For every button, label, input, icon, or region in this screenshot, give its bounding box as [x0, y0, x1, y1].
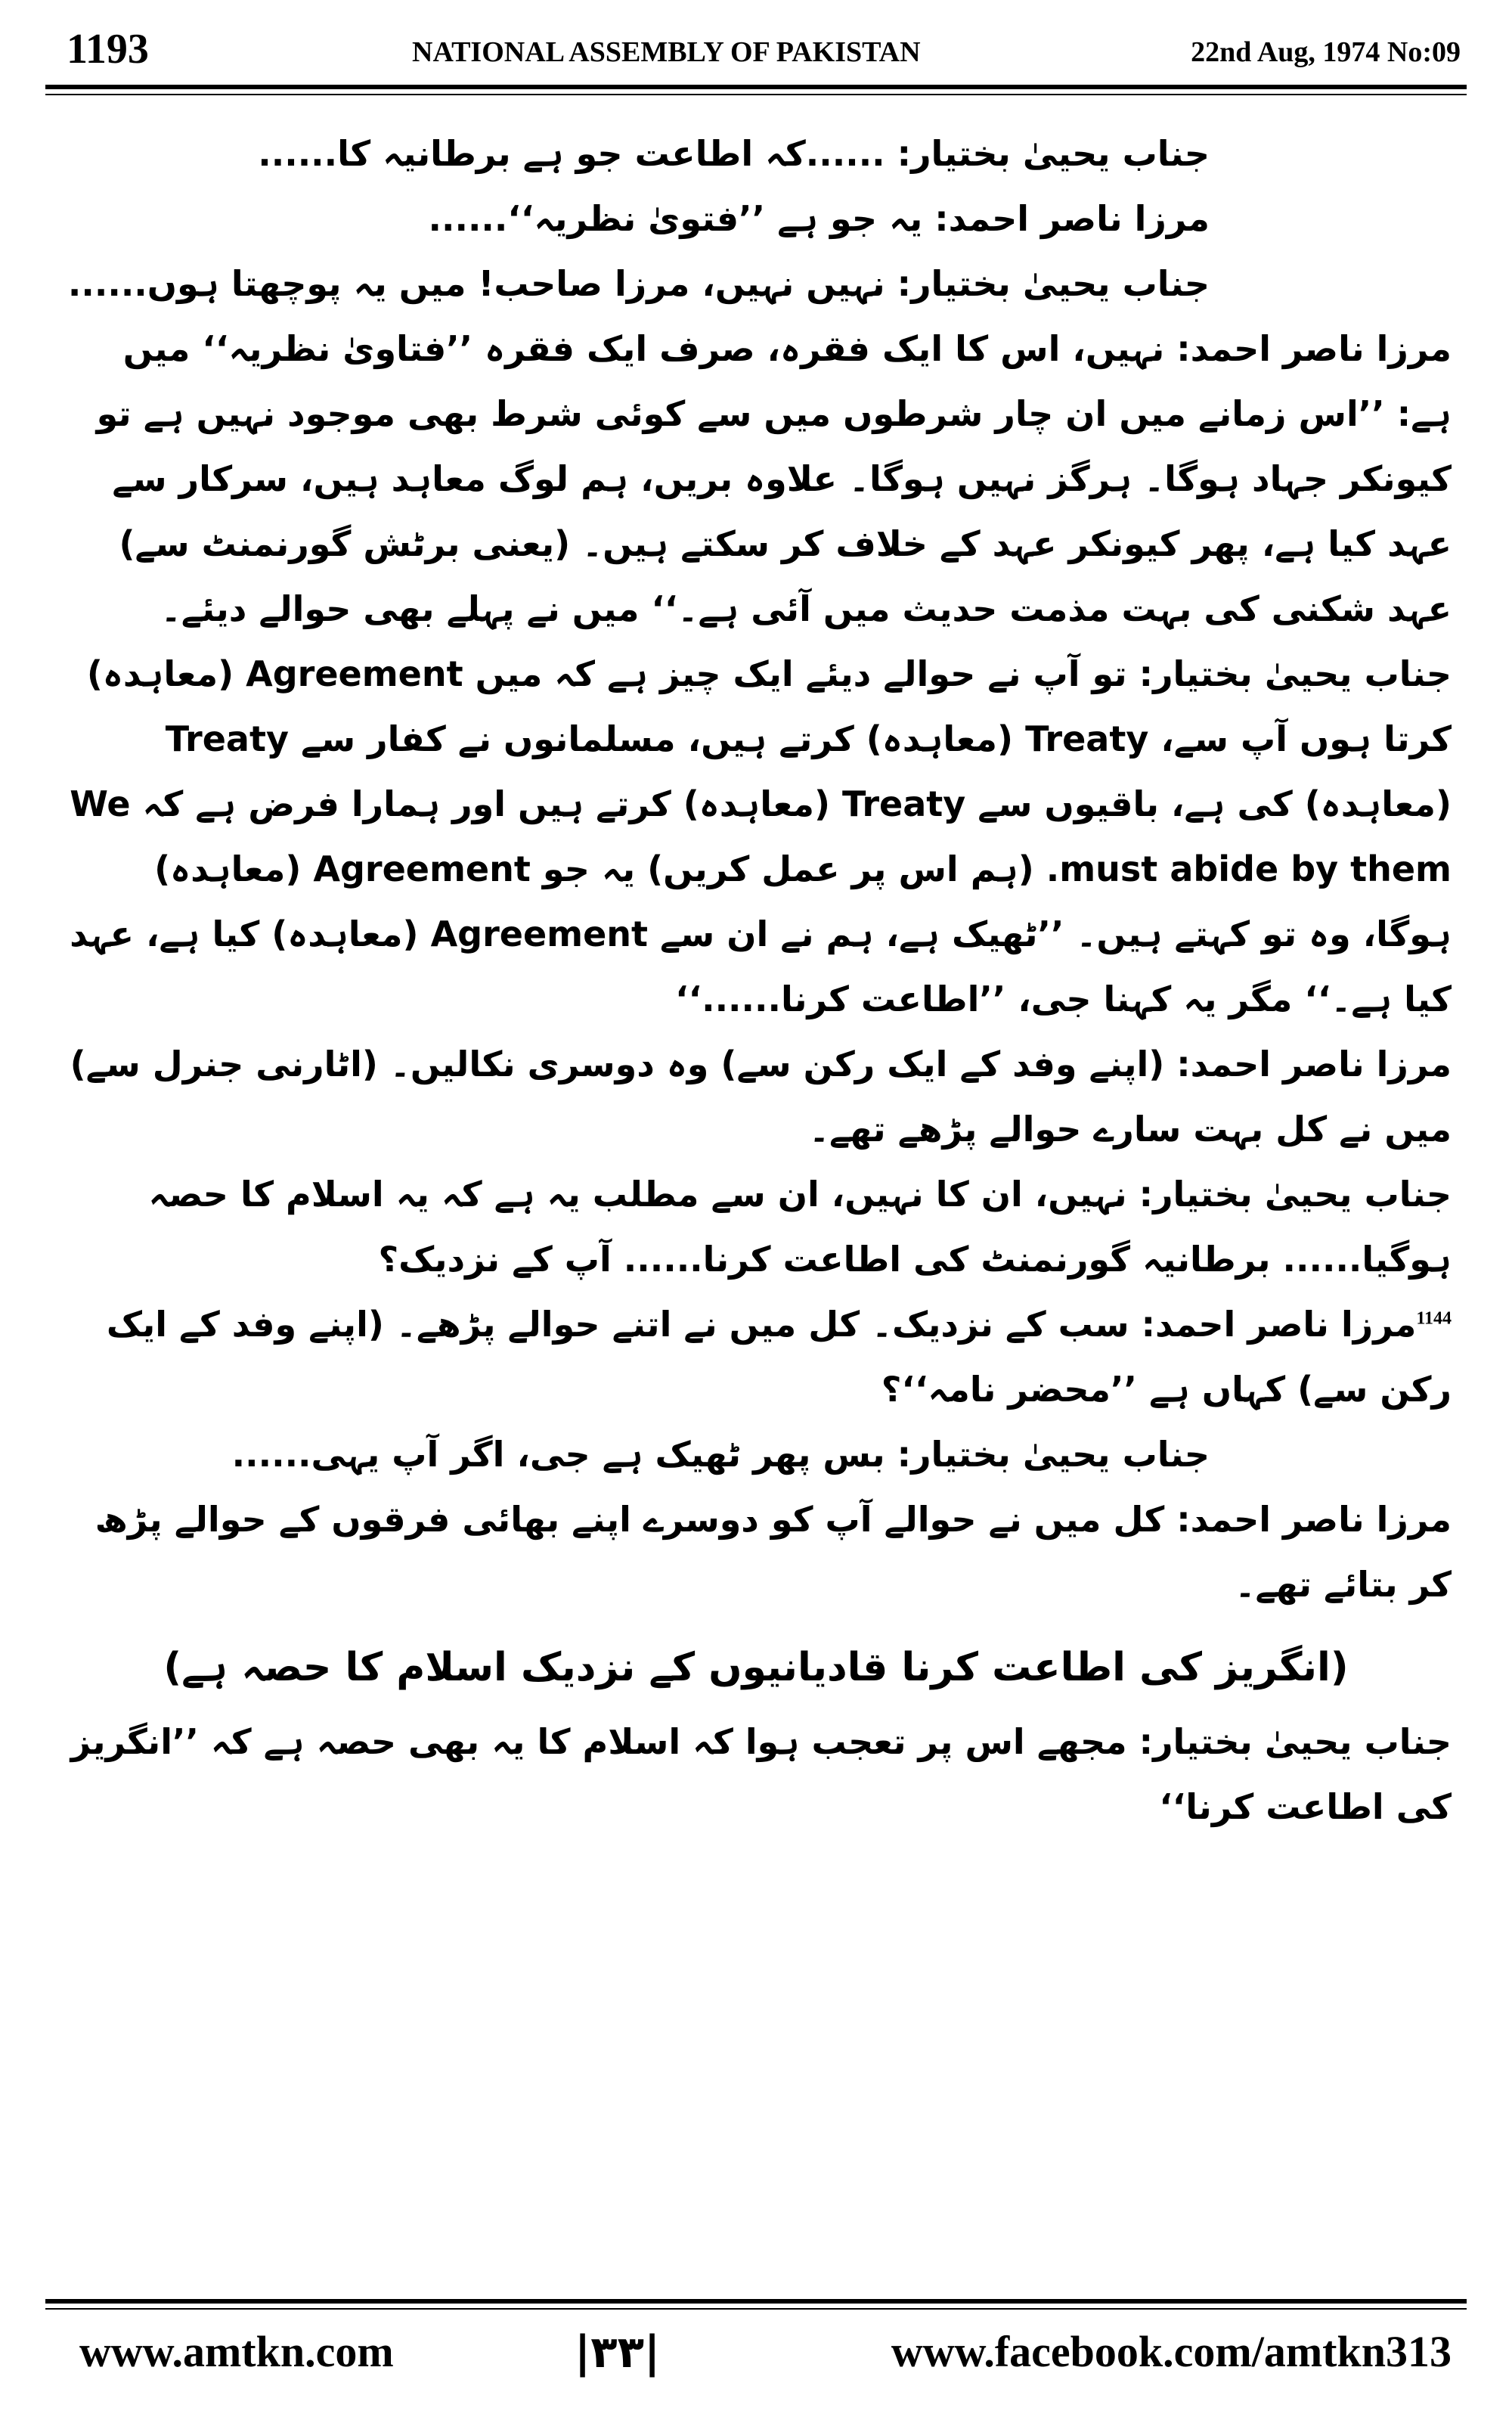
book-page-number: |٣٣|	[575, 2326, 661, 2378]
page-number: 1193	[67, 26, 149, 73]
paragraph-text: بس پھر ٹھیک ہے جی، اگر آپ یہی......	[231, 1434, 897, 1475]
header-rule	[45, 85, 1467, 89]
speaker-label: جناب یحییٰ بختیار:	[897, 133, 1210, 174]
paragraph-text: مجھے اس پر تعجب ہوا کہ اسلام کا یہ بھی حصہ ہے کہ ’’انگریز کی اطاعت کرنا‘‘	[70, 1721, 1452, 1827]
paragraph	[60, 1292, 1452, 1422]
paragraph	[60, 1709, 1452, 1839]
header-title: NATIONAL ASSEMBLY OF PAKISTAN	[412, 36, 921, 68]
paragraph	[60, 251, 1452, 316]
footer-rule	[45, 2299, 1467, 2304]
speaker-label: جناب یحییٰ بختیار:	[897, 263, 1210, 304]
page-header	[45, 23, 1467, 83]
speaker-label: جناب یحییٰ بختیار:	[1139, 1174, 1452, 1215]
paragraph	[60, 641, 1452, 1032]
header-date: 22nd Aug, 1974 No:09	[1191, 36, 1461, 68]
paragraph	[60, 186, 1452, 251]
paragraph-text: نہیں، ان کا نہیں، ان سے مطلب یہ ہے کہ یہ اسلام کا حصہ ہوگیا...... برطانیہ گورنمنٹ کی اطاعت کرنا...... آپ کے نزدیک؟	[148, 1174, 1452, 1280]
section-heading: (انگریز کی اطاعت کرنا قادیانیوں کے نزدیک اسلام کا حصہ ہے)	[163, 1645, 1349, 1690]
paragraph	[60, 1487, 1452, 1617]
header-rule-thin	[45, 94, 1467, 95]
speaker-label: مرزا ناصر احمد:	[1176, 1044, 1452, 1084]
paragraph	[60, 121, 1452, 186]
website-link[interactable]: www.amtkn.com	[79, 2327, 394, 2376]
page-footer	[45, 2322, 1467, 2382]
paragraph-text: کل میں نے حوالے آپ کو دوسرے اپنے بھائی فرقوں کے حوالے پڑھ کر بتائے تھے۔	[94, 1499, 1452, 1605]
paragraph	[60, 1162, 1452, 1292]
paragraph-text: یہ جو ہے ’’فتویٰ نظریہ‘‘......	[428, 198, 935, 239]
paragraph-text: ......کہ اطاعت جو ہے برطانیہ کا......	[258, 133, 897, 174]
speaker-label: مرزا ناصر احمد:	[1176, 1499, 1452, 1540]
paragraph-text: تو آپ نے حوالے دیئے ایک چیز ہے کہ میں Agreement (معاہدہ) کرتا ہوں آپ سے، Treaty (معاہدہ) کرتے ہیں، مسلمانوں نے کفار سے Treaty (معاہدہ) کی ہے، باقیوں سے Treaty (معاہدہ) کرتے ہیں اور ہمارا فرض ہے کہ We must abide by them. (ہم اس پر عمل کریں) یہ جو Agreement (معاہدہ) ہوگا، وہ تو کہتے ہیں۔ ’’ٹھیک ہے، ہم نے ان سے Agreement (معاہدہ) کیا ہے، عہد کیا ہے۔‘‘ مگر یہ کہنا جی، ’’اطاعت کرنا......‘‘	[70, 653, 1452, 1019]
page-body	[60, 121, 1452, 2231]
speaker-label: مرزا ناصر احمد:	[1176, 328, 1452, 369]
footer-rule-thin	[45, 2308, 1467, 2310]
paragraph	[60, 1422, 1452, 1487]
paragraph-text: سب کے نزدیک۔ کل میں نے اتنے حوالے پڑھے۔ (اپنے وفد کے ایک رکن سے) کہاں ہے ’’محضر نامہ‘‘؟	[106, 1304, 1452, 1410]
original-page-marker: 1144	[1416, 1308, 1452, 1329]
speaker-label: جناب یحییٰ بختیار:	[1139, 1721, 1452, 1762]
speaker-label: مرزا ناصر احمد:	[1141, 1304, 1417, 1345]
paragraph	[60, 1032, 1452, 1162]
speaker-label: مرزا ناصر احمد:	[934, 198, 1210, 239]
paragraph-text: نہیں نہیں، مرزا صاحب! میں یہ پوچھتا ہوں......	[67, 263, 897, 304]
speaker-label: جناب یحییٰ بختیار:	[1139, 653, 1452, 694]
speaker-label: جناب یحییٰ بختیار:	[897, 1434, 1210, 1475]
facebook-link[interactable]: www.facebook.com/amtkn313	[891, 2327, 1452, 2376]
paragraph-text: نہیں، اس کا ایک فقرہ، صرف ایک فقرہ ’’فتاویٰ نظریہ‘‘ میں ہے: ’’اس زمانے میں ان چار شرطوں میں سے کوئی شرط بھی موجود نہیں ہے تو کیونکر جہاد ہوگا۔ ہرگز نہیں ہوگا۔ علاوہ بریں، ہم لوگ معاہد ہیں، سرکار سے عہد کیا ہے، پھر کیونکر عہد کے خلاف کر سکتے ہیں۔ (یعنی برٹش گورنمنٹ سے) عہد شکنی کی بہت مذمت حدیث میں آئی ہے۔‘‘ میں نے پہلے بھی حوالے دیئے۔	[96, 328, 1452, 629]
paragraph-text: (اپنے وفد کے ایک رکن سے) وہ دوسری نکالیں۔ (اٹارنی جنرل سے) میں نے کل بہت سارے حوالے پڑھے تھے۔	[70, 1044, 1452, 1150]
paragraph	[60, 316, 1452, 641]
